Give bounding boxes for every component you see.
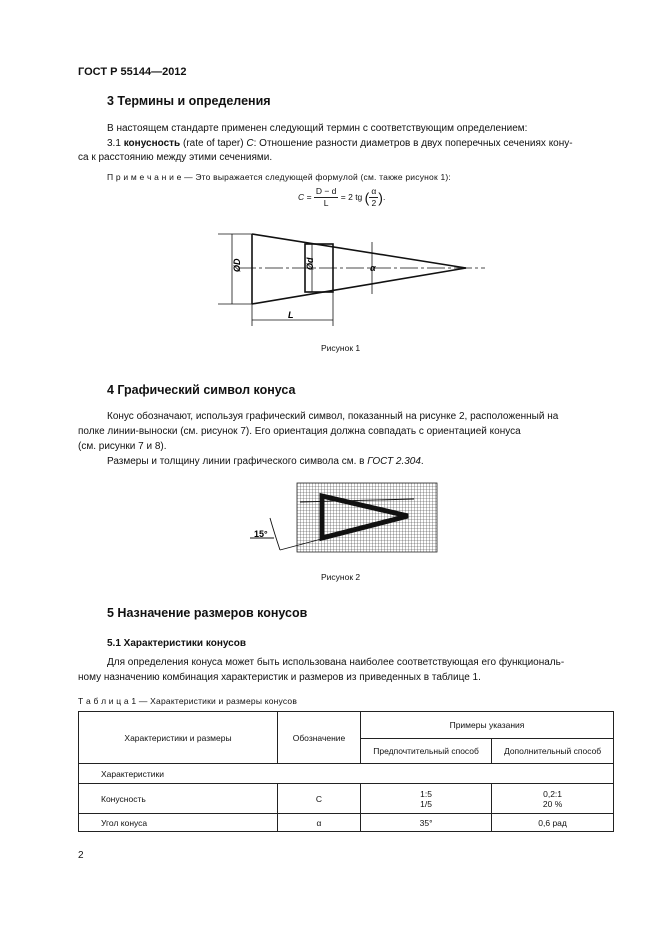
figure-2-caption: Рисунок 2	[321, 572, 361, 582]
row-1-additional-b: 20 %	[542, 798, 563, 809]
angle-label: 15°	[254, 529, 268, 539]
note: П р и м е ч а н и е — Это выражается следующей формулой (см. также рисунок 1):	[107, 172, 451, 182]
header-designation: Обозначение	[278, 712, 361, 764]
label-d: Ød	[305, 257, 315, 270]
formula: C = $\frac{D - d}{L}$ = 2 tg ( $\frac{\alpha}{2}$ ).	[298, 186, 386, 208]
section-5-para-line-2: ному назначению комбинация характеристик и размеров из приведенных в таблице 1.	[78, 672, 481, 683]
row-1-name: Конусность	[79, 784, 278, 814]
row-1-preferred-a: 1:5	[420, 788, 432, 799]
section-4-title: 4 Графический символ конуса	[107, 383, 296, 397]
definition-number: 3.1	[107, 138, 121, 149]
grid-background	[297, 483, 437, 552]
section-4-para-line-3: (см. рисунки 7 и 8).	[78, 441, 167, 452]
header-examples: Примеры указания	[361, 712, 614, 739]
table-group-row: Характеристики	[79, 764, 614, 784]
section-4-para-2-text: Размеры и толщину линии графического символа см. в	[107, 456, 368, 467]
section-3-title: 3 Термины и определения	[107, 94, 271, 108]
header-characteristics: Характеристики и размеры	[79, 712, 278, 764]
section-4-para-line-1: Конус обозначают, используя графический символ, показанный на рисунке 2, расположенный на	[107, 411, 559, 422]
figure-1-caption: Рисунок 1	[321, 343, 361, 353]
formula-numerator: D − d	[315, 186, 337, 196]
table-row	[79, 814, 614, 832]
formula-numerator-2: α	[371, 186, 377, 196]
definition-text: : Отношение разности диаметров в двух поперечных сечениях кону-	[253, 138, 573, 149]
formula-denominator: L	[323, 198, 329, 208]
label-alpha: α	[370, 263, 376, 273]
label-L: L	[288, 310, 294, 320]
row-1-preferred	[361, 784, 492, 814]
section-3-intro: В настоящем стандарте применен следующий термин с соответствующим определением:	[107, 123, 528, 134]
row-1-preferred-b: 1/5	[420, 798, 432, 809]
subsection-5-1-title: 5.1 Характеристики конусов	[107, 638, 246, 649]
formula-fraction-2	[369, 186, 378, 209]
row-2-preferred: 35°	[361, 814, 492, 832]
header-additional: Дополнительный способ	[492, 739, 614, 764]
header-preferred: Предпочтительный способ	[361, 739, 492, 764]
table-caption: Т а б л и ц а 1 — Характеристики и размеры конусов	[78, 696, 298, 706]
row-2-symbol: α	[278, 814, 361, 832]
document-code: ГОСТ Р 55144—2012	[78, 66, 187, 78]
label-D: ØD	[232, 258, 242, 272]
section-5-title: 5 Назначение размеров конусов	[107, 606, 308, 620]
section-4-para-line-2: полке линии-выноски (см. рисунок 7). Его ориентация должна совпадать с ориентацией конуса	[78, 426, 521, 437]
section-4-para-2-end: .	[420, 456, 424, 467]
definition-line-2: са к расстоянию между этими сечениями.	[78, 152, 273, 163]
row-1-additional-a: 0,2:1	[543, 788, 563, 799]
table-row	[79, 784, 614, 814]
definition-symbol: C	[246, 138, 254, 149]
formula-lhs: C =	[298, 191, 312, 202]
figure-2-taper-symbol	[240, 480, 440, 556]
formula-fraction-1	[314, 186, 339, 209]
section-4-para-2	[107, 454, 424, 469]
figure-1-cone-drawing	[210, 222, 500, 334]
formula-denominator-2: 2	[371, 198, 377, 208]
definition-term: конусность	[123, 138, 181, 149]
row-2-additional: 0,6 рад	[492, 814, 614, 832]
definition-english: (rate of taper)	[183, 138, 244, 149]
definition-line-1	[107, 136, 573, 151]
row-2-name: Угол конуса	[79, 814, 278, 832]
section-5-para-line-1: Для определения конуса может быть использована наиболее соответствующая его функциональ-	[107, 657, 565, 668]
taper-table	[78, 711, 614, 832]
standard-reference: ГОСТ 2.304	[367, 456, 421, 467]
row-1-additional	[492, 784, 614, 814]
formula-mid: = 2 tg	[340, 191, 363, 202]
row-1-symbol: C	[278, 784, 361, 814]
page-number: 2	[78, 850, 84, 861]
